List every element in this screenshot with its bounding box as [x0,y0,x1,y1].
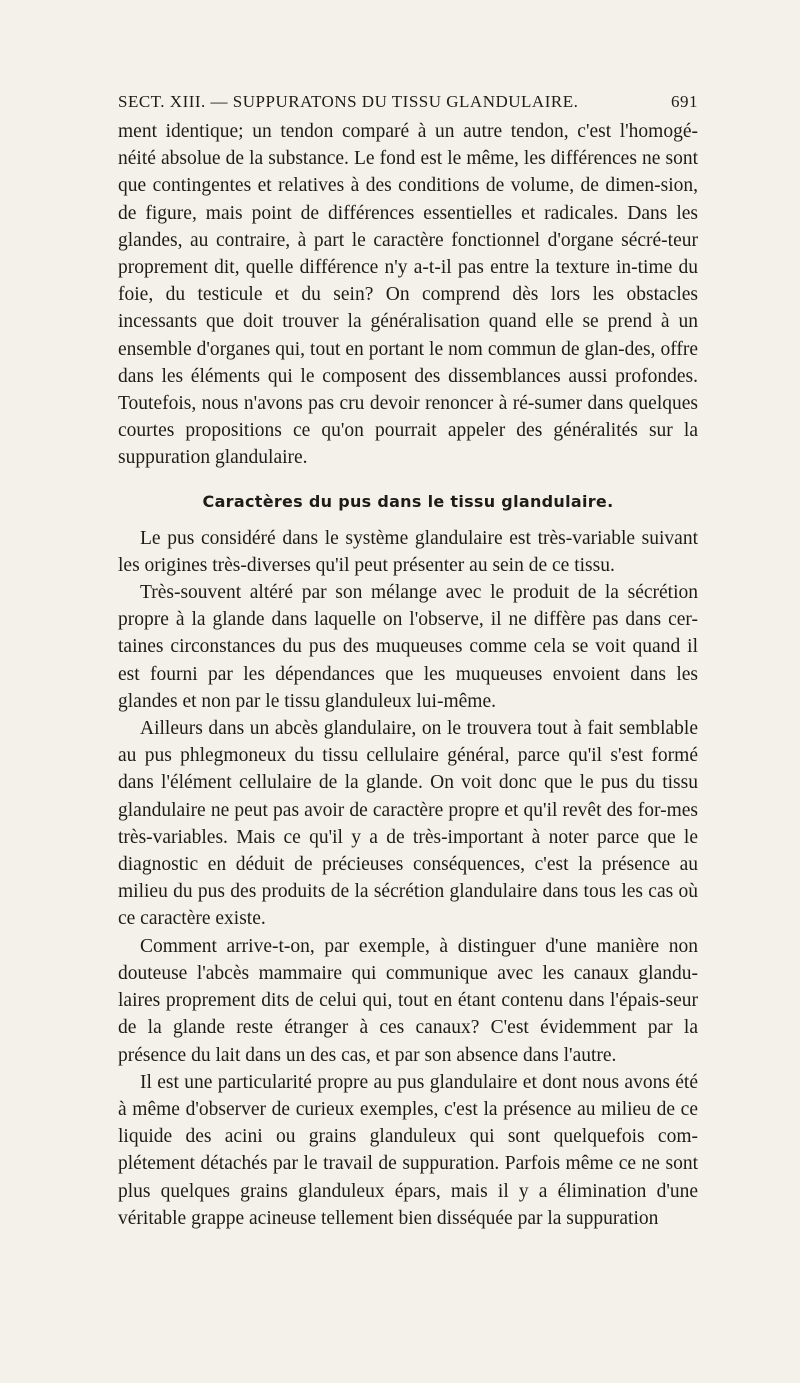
paragraph: Ailleurs dans un abcès glandulaire, on le trouvera tout à fait semblable au pus phlegmoneux du tissu cellulaire général, parce qu'il s'est formé dans l'élément cellulaire de la glande. On voit donc que le pus du tissu glandulaire ne peut pas avoir de caractère propre et qu'il revêt des for-mes très-variables. Mais ce qu'il y a de très-important à noter parce que le diagnostic en déduit de précieuses conséquences, c'est la présence au milieu du pus des produits de la sécrétion glandulaire dans tous les cas où ce caractère existe. [118,718,698,930]
paragraph: Très-souvent altéré par son mélange avec le produit de la sécrétion propre à la glande dans laquelle on l'observe, il ne diffère pas dans cer-taines circonstances du pus des muqueuses comme cela se voit quand il est fourni par les dépendances que les muqueuses envoient dans les glandes et non par le tissu glanduleux lui-même. [118,582,698,712]
paragraph: Le pus considéré dans le système glandulaire est très-variable suivant les origines très-diverses qu'il peut présenter au sein de ce tissu. [118,527,698,576]
page-number: 691 [671,92,698,111]
running-head-title: SECT. XIII. — SUPPURATONS DU TISSU GLANDULAIRE. [118,92,579,111]
paragraph: Il est une particularité propre au pus glandulaire et dont nous avons été à même d'observer de curieux exemples, c'est la présence au milieu de ce liquide des acini ou grains glanduleux qui sont quelquefois com-plétement détachés par le travail de suppuration. Parfois même ce ne sont plus quelques grains glanduleux épars, mais il y a élimination d'une véritable grappe acineuse tellement bien disséquée par la suppuration [118,1071,698,1229]
paragraph-continued: ment identique; un tendon comparé à un autre tendon, c'est l'homogé-néité absolue de la substance. Le fond est le même, les différences ne sont que contingentes et relatives à des conditions de volume, de dimen-sion, de figure, mais point de différences essentielles et radicales. Dans les glandes, au contraire, à part le caractère fonctionnel d'organe sécré-teur proprement dit, quelle différence n'y a-t-il pas entre la texture in-time du foie, du testicule et du sein? On comprend dès lors les obstacles incessants que doit trouver la généralisation quand elle se prend à un ensemble d'organes qui, tout en portant le nom commun de glan-des, offre dans les éléments qui le composent des dissemblances aussi profondes. Toutefois, nous n'avons pas cru devoir renoncer à ré-sumer dans quelques courtes propositions ce qu'on pourrait appeler des généralités sur la suppuration glandulaire. [118,121,698,469]
paragraph: Comment arrive-t-on, par exemple, à distinguer d'une manière non douteuse l'abcès mammaire qui communique avec les canaux glandu-laires proprement dits de celui qui, tout en étant contenu dans l'épais-seur de la glande reste étranger à ces canaux? C'est évidemment par la présence du lait dans un des cas, et par son absence dans l'autre. [118,935,698,1066]
running-head [118,92,698,112]
section-heading: Caractères du pus dans le tissu glandulaire. [202,491,614,511]
page-body [118,118,698,1232]
